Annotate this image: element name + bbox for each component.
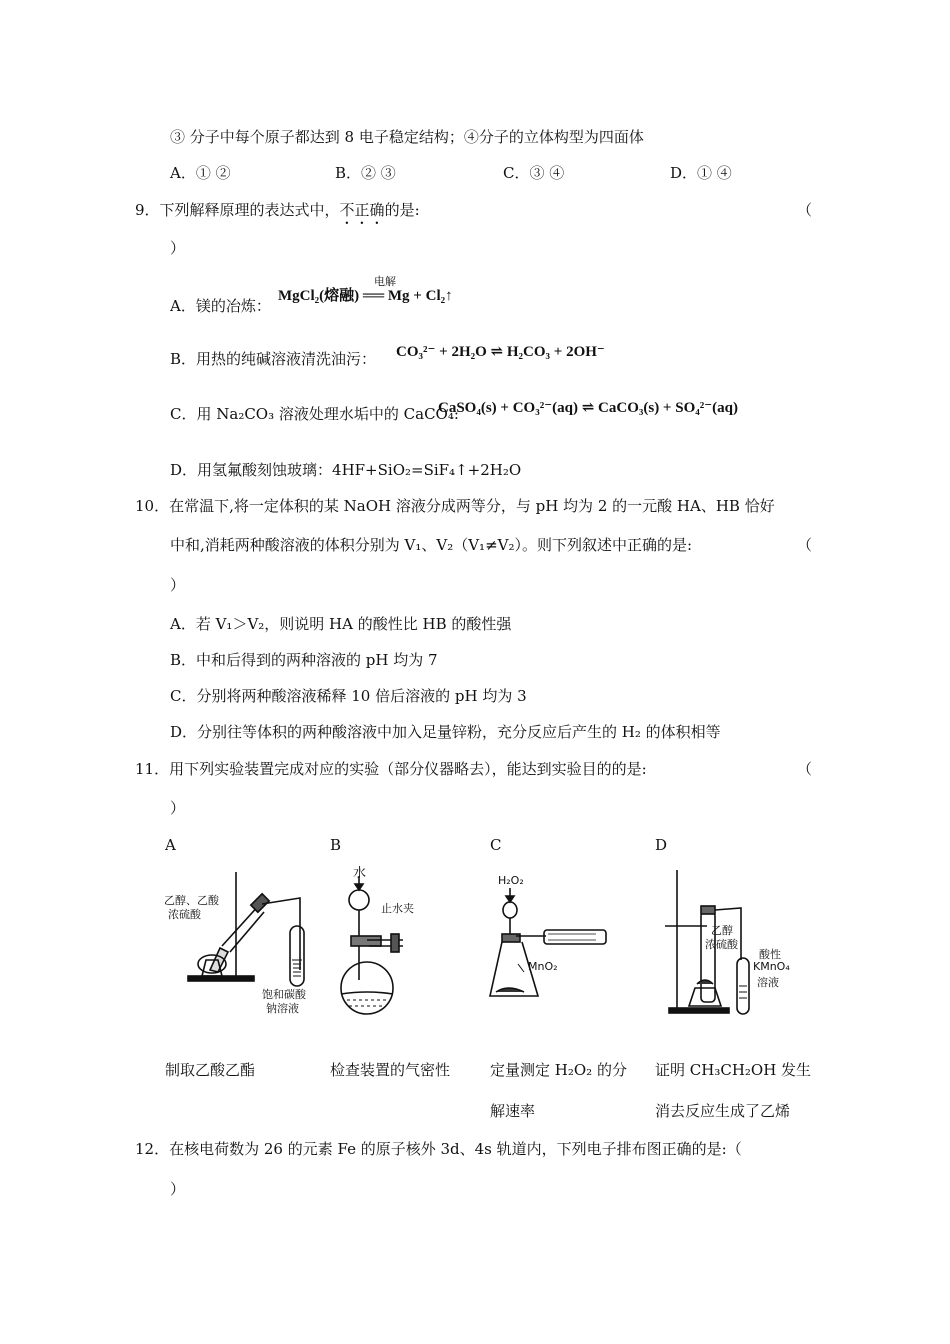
apparatus-d-figure — [655, 860, 795, 1025]
apparatus-d-label-acid: 浓硫酸 — [705, 938, 738, 951]
q9-option-b-label: B．用热的纯碱溶液清洗油污： — [170, 350, 377, 368]
q9-option-a-label: A．镁的冶炼： — [170, 297, 271, 315]
q8-option-a: A．① ② — [170, 164, 231, 182]
q8-option-c: C．③ ④ — [503, 164, 565, 182]
q9-stem-emphasis: 不正确 — [339, 201, 385, 219]
q8-option-d: D．① ④ — [670, 164, 732, 182]
apparatus-b-label-clamp: 止水夹 — [381, 902, 414, 915]
q9-option-c-label: C．用 Na₂CO₃ 溶液处理水垢中的 CaCO₄: — [170, 405, 459, 423]
q9-option-a-condition: 电解 — [374, 275, 396, 288]
q10-option-d: D．分别往等体积的两种酸溶液中加入足量锌粉，充分反应后产生的 H₂ 的体积相等 — [170, 723, 721, 741]
apparatus-d-label-kmno4: KMnO₄ — [753, 960, 790, 973]
q9-option-c-equation: CaSO₄(s) + CO₃²⁻(aq) ⇌ CaCO₃(s) + SO₄²⁻(aq) — [438, 400, 738, 416]
q10-paren-right: ） — [170, 576, 186, 594]
q9-paren-right: ） — [170, 239, 186, 257]
q8-statement-line: ③ 分子中每个原子都达到 8 电子稳定结构；④分子的立体构型为四面体 — [170, 128, 644, 146]
apparatus-a-label-acid: 浓硫酸 — [168, 908, 201, 921]
apparatus-c-label-mno2: MnO₂ — [528, 960, 558, 973]
q12-paren-right: ） — [170, 1180, 186, 1198]
q11-paren-left: （ — [797, 760, 813, 778]
apparatus-c-label-h2o2: H₂O₂ — [498, 874, 524, 887]
apparatus-d-label-solution: 溶液 — [757, 976, 779, 989]
q10-paren-left: （ — [797, 536, 813, 554]
q11-stem: 11．用下列实验装置完成对应的实验（部分仪器略去），能达到实验目的的是: — [135, 760, 647, 778]
q10-option-b: B．中和后得到的两种溶液的 pH 均为 7 — [170, 651, 438, 669]
q11-paren-right: ） — [170, 799, 186, 817]
apparatus-a-label-saturated: 饱和碳酸 — [262, 988, 306, 1001]
q11-letter-d: D — [655, 836, 668, 854]
apparatus-a-label-reagents: 乙醇、乙酸 — [164, 894, 219, 907]
q9-stem — [135, 200, 420, 228]
apparatus-a-figure — [160, 860, 320, 1025]
caption-d-line1: 证明 CH₃CH₂OH 发生 — [655, 1061, 812, 1079]
caption-c-line1: 定量测定 H₂O₂ 的分 — [490, 1061, 627, 1079]
q12-stem: 12．在核电荷数为 26 的元素 Fe 的原子核外 3d、4s 轨道内，下列电子排布图正确的是:（ — [135, 1140, 742, 1158]
caption-b: 检查装置的气密性 — [330, 1061, 451, 1079]
q9-option-d: D．用氢氟酸刻蚀玻璃：4HF+SiO₂=SiF₄↑+2H₂O — [170, 461, 522, 479]
q8-option-b: B．② ③ — [335, 164, 396, 182]
q9-stem-part-a: 9．下列解释原理的表达式中， — [135, 201, 340, 219]
q9-option-a-equation: MgCl₂(熔融) ══ Mg + Cl₂↑ — [278, 288, 453, 304]
apparatus-a-label-solution: 钠溶液 — [266, 1002, 299, 1015]
q11-letter-c: C — [490, 836, 502, 854]
q9-paren-left: （ — [797, 201, 813, 219]
q10-option-c: C．分别将两种酸溶液稀释 10 倍后溶液的 pH 均为 3 — [170, 687, 527, 705]
q11-letter-a: A — [165, 836, 176, 854]
q10-stem-line1: 10．在常温下,将一定体积的某 NaOH 溶液分成两等分，与 pH 均为 2 的一元酸 HA、HB 恰好 — [135, 497, 775, 515]
caption-d-line2: 消去反应生成了乙烯 — [655, 1102, 791, 1120]
apparatus-c-figure — [488, 860, 618, 1005]
apparatus-d-label-ethanol: 乙醇 — [711, 924, 733, 937]
q9-stem-part-b: 的是: — [384, 201, 420, 219]
q10-stem-line2: 中和,消耗两种酸溶液的体积分别为 V₁、V₂（V₁≠V₂）。则下列叙述中正确的是: — [170, 536, 693, 554]
apparatus-b-figure — [325, 860, 465, 1025]
apparatus-d-label-acidic: 酸性 — [759, 948, 781, 961]
caption-c-line2: 解速率 — [490, 1102, 536, 1120]
q10-option-a: A．若 V₁＞V₂，则说明 HA 的酸性比 HB 的酸性强 — [170, 615, 512, 633]
q9-option-b-equation: CO₃²⁻ + 2H₂O ⇌ H₂CO₃ + 2OH⁻ — [396, 344, 605, 360]
apparatus-b-label-water: 水 — [353, 866, 367, 881]
caption-a: 制取乙酸乙酯 — [165, 1061, 256, 1079]
q11-letter-b: B — [330, 836, 342, 854]
